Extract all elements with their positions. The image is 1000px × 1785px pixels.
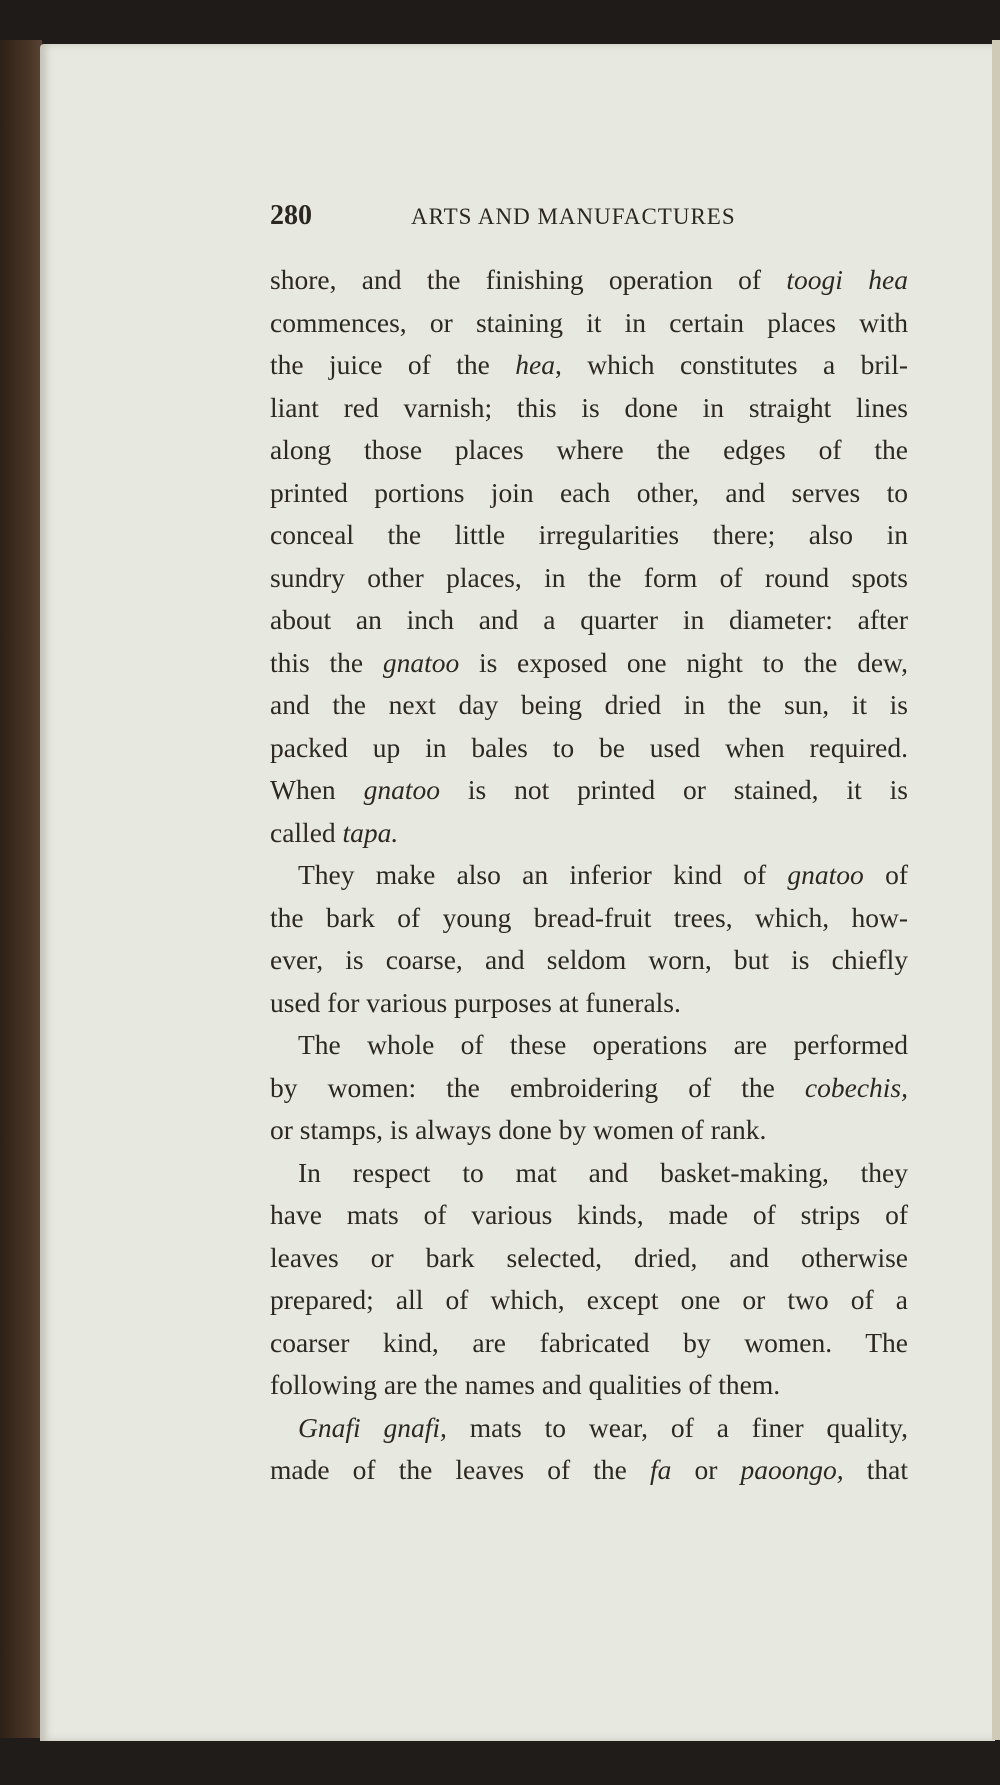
text-line [270,599,908,642]
text-segment: or stamps, is always done by women of rank. [270,1114,767,1145]
text-segment: or [671,1454,741,1485]
text-segment: When [270,774,364,805]
text-line [270,854,908,897]
text-line [270,557,908,600]
text-segment: is not printed or stained, it is [439,774,908,805]
text-line [270,1024,908,1067]
text-line [270,1237,908,1280]
italic-term: toogi hea [786,264,908,295]
text-line [270,1194,908,1237]
page-header [270,200,910,236]
italic-term: paoongo, [740,1454,844,1485]
italic-term: gnatoo [363,774,440,805]
text-line [270,1152,908,1195]
text-segment: printed portions join each other, and serves to [270,476,908,508]
book-spine-edge [0,40,42,1740]
text-line [270,302,908,345]
italic-term: gnatoo [382,646,460,678]
text-segment: the bark of young bread-fruit trees, which, how- [270,901,908,933]
scan-top-border [0,0,1000,46]
text-segment: used for various purposes at funerals. [270,986,681,1018]
text-line [270,642,908,685]
scan-bottom-border [0,1738,1000,1785]
text-line [270,1109,908,1152]
text-line [270,982,908,1025]
text-line [270,1407,908,1450]
text-segment: this the [270,646,383,678]
text-segment: coarser kind, are fabricated by women. The [270,1326,908,1358]
text-segment: by women: the embroidering of the [270,1071,805,1103]
text-segment: ever, is coarse, and seldom worn, but is chiefly [270,944,908,975]
italic-term: hea [515,349,555,380]
text-segment: shore, and the finishing operation of [270,264,787,295]
text-segment: the juice of the [270,349,516,380]
text-line [270,727,908,770]
italic-term: Gnafi gnafi, [298,1411,447,1443]
italic-term: fa [649,1454,672,1485]
body-text [270,259,908,1492]
text-segment: commences, or staining it in certain places with [270,306,908,338]
text-line [270,259,908,302]
italic-term: tapa. [342,816,399,848]
text-segment: , which constitutes a bril- [555,349,908,380]
text-segment: have mats of various kinds, made of strips of [270,1199,908,1230]
text-line [270,1279,908,1322]
text-segment: and the next day being dried in the sun, it is [270,689,908,720]
text-segment: packed up in bales to be used when required. [270,731,908,763]
text-segment: made of the leaves of the [270,1454,650,1485]
text-segment: prepared; all of which, except one or two of a [270,1284,908,1315]
text-line [270,812,908,855]
text-line [270,387,908,430]
text-line [270,1322,908,1365]
text-segment: liant red varnish; this is done in straight lines [270,391,908,423]
text-segment: along those places where the edges of the [270,434,908,465]
text-segment: The whole of these operations are performed [298,1029,908,1060]
text-segment: They make also an inferior kind of [298,859,788,890]
text-line [270,769,908,812]
text-line [270,344,908,387]
text-segment: that [843,1454,908,1485]
running-head: ARTS AND MANUFACTURES [411,204,736,229]
text-line [270,1364,908,1407]
text-segment: of [863,859,908,890]
text-line [270,684,908,727]
text-segment: sundry other places, in the form of round spots [270,561,908,593]
text-segment: In respect to mat and basket-making, they [298,1156,908,1188]
text-line [270,1067,908,1110]
text-line [270,939,908,982]
italic-term: cobechis, [804,1071,908,1103]
text-line [270,429,908,472]
text-line [270,514,908,557]
text-line [270,897,908,940]
text-segment: conceal the little irregularities there; also in [270,519,908,550]
page-number: 280 [270,200,312,231]
text-segment: called [270,816,343,848]
text-segment: is exposed one night to the dew, [459,646,908,678]
text-segment: leaves or bark selected, dried, and otherwise [270,1241,908,1273]
text-segment: about an inch and a quarter in diameter: after [270,604,908,635]
page-right-edge [992,40,1000,1740]
italic-term: gnatoo [787,859,864,890]
text-segment: following are the names and qualities of them. [270,1369,781,1400]
text-line [270,472,908,515]
text-segment: mats to wear, of a finer quality, [446,1411,909,1443]
text-line [270,1449,908,1492]
